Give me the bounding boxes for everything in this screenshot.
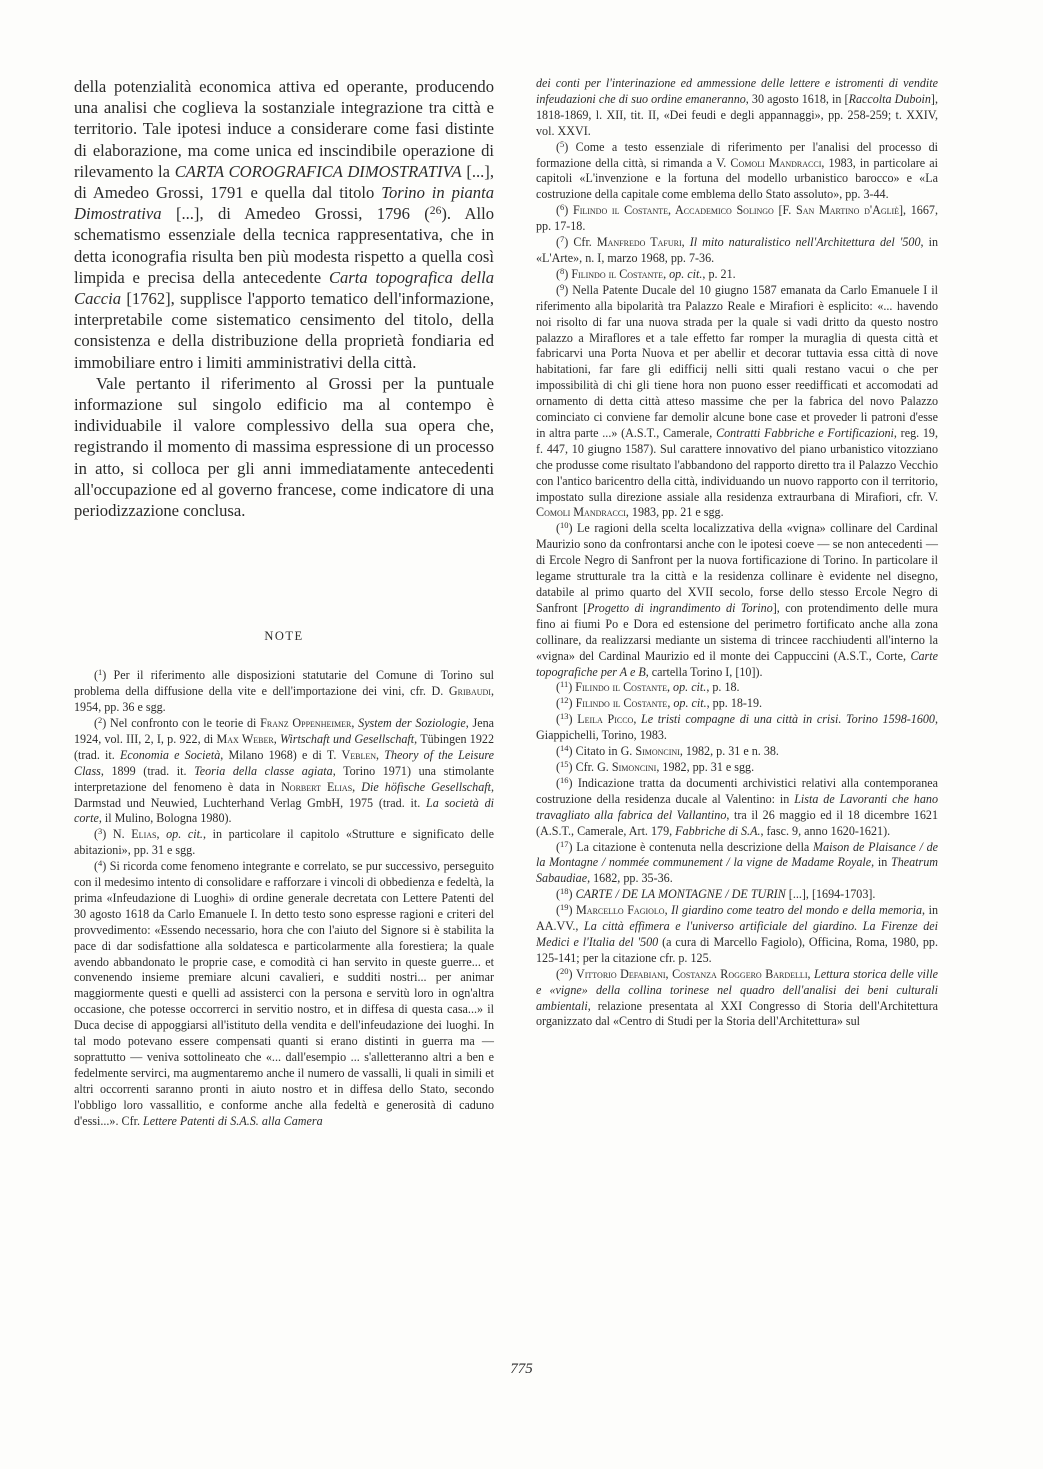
footnote-9: ($^9$) Nella Patente Ducale del 10 giugno 1587 emanata da Carlo Emanuele I il riferimento alla bipolarità tra Palazzo Reale e Mirafiori è esplicito: «... havendo noi risolto di far una nuova strada per la quale si vadi dritto da questo nostro palazzo a Miraflores et a tale effetto far romper la muraglia di questa città et fabricarvi una Porta Nuova et per abellir et decorar tuttavia essa città di nove habitationi, far fare gli edifficij nelli sitti quali restano vacui o che per impossibilità di chi gli tiene hora non puono esser reedifficati et accomodati ad ornamento di detta città atteso massime che per la fabrica del novo Palazzo cominciato ci conviene far demolir alcune bone case et proveder li patroni d'esse in altra parte ...» (A.S.T., Camerale, Contratti Fabbriche e Fortificazioni, reg. 19, f. 447, 10 giugno 1587). Sul carattere innovativo del piano urbanistico vitozziano che produsse come risultato l'abbandono del rapporto diretto tra il Palazzo Vecchio con l'antico baricentro della città, individuando un nuovo rapporto con il territorio, impostato sulla direzione assiale alla residenza extraurbana di Mirafiori, cfr. V. Comoli Mandracci, 1983, pp. 21 e sgg.	[536, 281, 938, 520]
right-column	[536, 76, 938, 1030]
footnote-15: ($^{15}$) Cfr. G. Simoncini, 1982, pp. 31 e sgg.	[556, 759, 755, 774]
footnote-ref: 26	[429, 204, 442, 217]
body-paragraph-1: della potenzialità economica attiva ed operante, producendo una analisi che coglieva la sostanziale integrazione tra città e territorio. Tale ipotesi induce a considerare come fasi distinte di elaborazione, ma come unica ed inscindibile operazione di rilevamento la CARTA COROGRAFICA DIMOSTRATIVA [...], di Amedeo Grossi, 1791 e quella dal titolo Torino in pianta Dimostrativa [...], di Amedeo Grossi, 1796 ($^{26}$). Allo schematismo essenziale della tecnica rappresentativa, che in detta iconografia risulta ben più modesta rispetto a quella così limpida e precisa della antecedente Carta topografica della Caccia [1762], supplisce l'apporto tematico dell'informazione, interpretabile come sistematico censimento del titolo, della consistenza e della distribuzione della proprietà fondiaria ed immobiliare entro i limiti amministrativi della città.	[74, 77, 495, 372]
footnote-4-continued: dei conti per l'interinazione ed ammessione delle lettere e istromenti di vendite infeudazioni che di suo ordine emaneranno, 30 agosto 1618, in [Raccolta Duboin], 1818-1869, l. XII, tit. II, «Dei feudi e degli appannaggi», pp. 258-259; t. XXIV, vol. XXVI.	[536, 76, 938, 138]
footnote-16: ($^{16}$) Indicazione tratta da documenti archivistici relativi alla contemporanea costruzione della residenza ducale al Valentino: in Lista de Lavoranti che hano travagliato alla fabrica del Vallantino, tra il 26 maggio ed il 18 dicembre 1621 (A.S.T., Camerale, Art. 179, Fabbriche di S.A., fasc. 9, anno 1620-1621).	[536, 775, 938, 838]
footnote-18: ($^{18}$) CARTE / DE LA MONTAGNE / DE TURIN [...], [1694-1703].	[556, 886, 876, 902]
footnote-8: ($^8$) Filindo il Costante, op. cit., p. 21.	[556, 266, 736, 281]
footnote-1: ($^1$) Per il riferimento alle disposizioni statutarie del Comune di Torino sul problema della diffusione della vite e dell'importazione dei vini, cfr. D. Gribaudi, 1954, pp. 36 e sgg.	[74, 667, 494, 715]
footnote-7: ($^7$) Cfr. Manfredo Tafuri, Il mito naturalistico nell'Architettura del '500, in «L'Arte», n. I, marzo 1968, pp. 7-36.	[536, 234, 938, 265]
footnote-19: ($^{19}$) Marcello Fagiolo, Il giardino come teatro del mondo e della memoria, in AA.VV., La città effimera e l'universo artificiale del giardino. La Firenze dei Medici e l'Italia del '500 (a cura di Marcello Fagiolo), Officina, Roma, 1980, pp. 125-141; per la citazione cfr. p. 125.	[536, 902, 938, 965]
footnote-13: ($^{13}$) Leila Picco, Le tristi compagne di una città in crisi. Torino 1598-1600, Giappichelli, Torino, 1983.	[536, 711, 938, 743]
footnote-10: ($^{10}$) Le ragioni della scelta localizzativa della «vigna» collinare del Cardinal Maurizio sono da confrontarsi anche con le ipotesi coeve — se non antecedenti — di Ercole Negro di Sanfront per la nuova fortificazione di Torino. In particolare il legame strutturale tra la città e la residenza collinare è evidente nel disegno, databile al primo quarto del XVII secolo, forse dello stesso Ercole Negro di Sanfront [Progetto di ingrandimento di Torino], con protendimento delle mura fino ai fiumi Po e Dora ed estensione del perimetro fortificato anche alla zona collinare, da realizzarsi mediante un sistema di trincee racchiudenti all'interno la «vigna» del Cardinal Maurizio ed il monte dei Cappuccini (A.S.T., Corte, Carte topografiche per A e B, cartella Torino I, [10]).	[536, 520, 939, 679]
notes-heading: NOTE	[264, 629, 304, 644]
footnote-6: ($^6$) Filindo il Costante, Accademico Solingo [F. San Martino d'Agliè], 1667, pp. 17-18.	[536, 202, 938, 234]
footnote-2: ($^2$) Nel confronto con le teorie di Franz Oppenheimer, System der Soziologie, Jena 1924, vol. III, 2, I, p. 922, di Max Weber, Wirtschaft und Gesellschaft, Tübingen 1922 (trad. it. Economia e Società, Milano 1968) e di T. Veblen, Theory of the Leisure Class, 1899 (trad. it. Teoria della classe agiata, Torino 1971) una stimolante interpretazione del fenomeno è data in Norbert Elias, Die höfische Gesellschaft, Darmstad und Neuwied, Luchterhand Verlag GmbH, 1975 (trad. it. La società di corte, il Mulino, Bologna 1980).	[74, 715, 495, 826]
page-number: 775	[510, 1361, 533, 1377]
body-paragraph-2: Vale pertanto il riferimento al Grossi per la puntuale informazione sul singolo edificio ma al contempo è individuabile il valore complessivo della sua opera che, registrando il momento di massima espressione di un processo in atto, si colloca per gli anni immediatamente antecedenti all'occupazione ed al governo francese, come indicatore di una periodizzazione conclusa.	[74, 373, 494, 521]
footnote-11: ($^{11}$) Filindo il Costante, op. cit., p. 18.	[556, 679, 740, 695]
footnote-4: ($^4$) Si ricorda come fenomeno integrante e correlato, se pur successivo, perseguito con il medesimo intento di consolidare e rafforzare i vincoli di obbedienza e fedeltà, la prima «Infeudazione di Luoghi» di ordine generale decretata con Lettere Patenti del 30 agosto 1618 da Carlo Emanuele I. In detto testo sono espresse ragioni e criteri del provvedimento: «Essendo necessario, hora che con l'aiuto del Signore si è stabilita la pace di dar sodisfattione alla soldatesca e particolarmente alla forestiera; la quale avendo abbandonato le proprie case, e comodità ci han servito in queste guerre... et convenendo insieme premiare alcuni cavalieri, e sudditi nostri... per animar maggiormente questi e quelli ad assisterci con la persona e servitù loro in ogn'altra occasione, che potesse occorrerci in servitio nostro, et in diffesa di questa casa...» il Duca decise di appoggiarsi all'istituto della vendita e dell'infeudazione dei luoghi. In tal modo potevano essere compensati quanti si erano distinti in guerra ma — soprattutto — veniva sottolineato che «... dall'esempio ... s'alletteranno altri a ben e fedelmente servirci, ma augmentaremo anche il numero de vassalli, li quali in simili et altri occorrenti saranno pronti in aiuto nostro et in diffesa dello Stato, secondo l'obbligo loro vassallitio, e conforme anche alla fedeltà e generosità di caduno d'essi...». Cfr. Lettere Patenti di S.A.S. alla Camera	[74, 858, 494, 1128]
footnote-17: ($^{17}$) La citazione è contenuta nella descrizione della Maison de Plaisance / de la Montagne / nommée communement / la vigne de Madame Royale, in Theatrum Sabaudiae, 1682, pp. 35-36.	[536, 838, 939, 886]
left-column	[74, 76, 494, 1130]
footnote-3: ($^3$) N. Elias, op. cit., in particolare il capitolo «Strutture e significato delle abitazioni», pp. 31 e sgg.	[74, 826, 494, 858]
footnote-20: ($^{20}$) Vittorio Defabiani, Costanza Roggero Bardelli, Lettura storica delle ville e «vigne» della collina torinese nel quadro dell'analisi dei beni culturali ambientali, relazione presentata al XXI Congresso di Storia dell'Architettura organizzato dal «Centro di Studi per la Storia dell'Architettura» sul	[536, 965, 938, 1029]
footnote-14: ($^{14}$) Citato in G. Simoncini, 1982, p. 31 e n. 38.	[556, 743, 779, 759]
footnote-5: ($^5$) Come a testo essenziale di riferimento per l'analisi del processo di formazione della città, si rimanda a V. Comoli Mandracci, 1983, in particolare ai capitoli «L'invenzione e la fortuna del modello urbanistico barocco» e «La costruzione della capitale come emblema dello Stato assoluto», pp. 3-44.	[536, 138, 939, 202]
footnote-12: ($^{12}$) Filindo il Costante, op. cit., pp. 18-19.	[556, 695, 763, 711]
